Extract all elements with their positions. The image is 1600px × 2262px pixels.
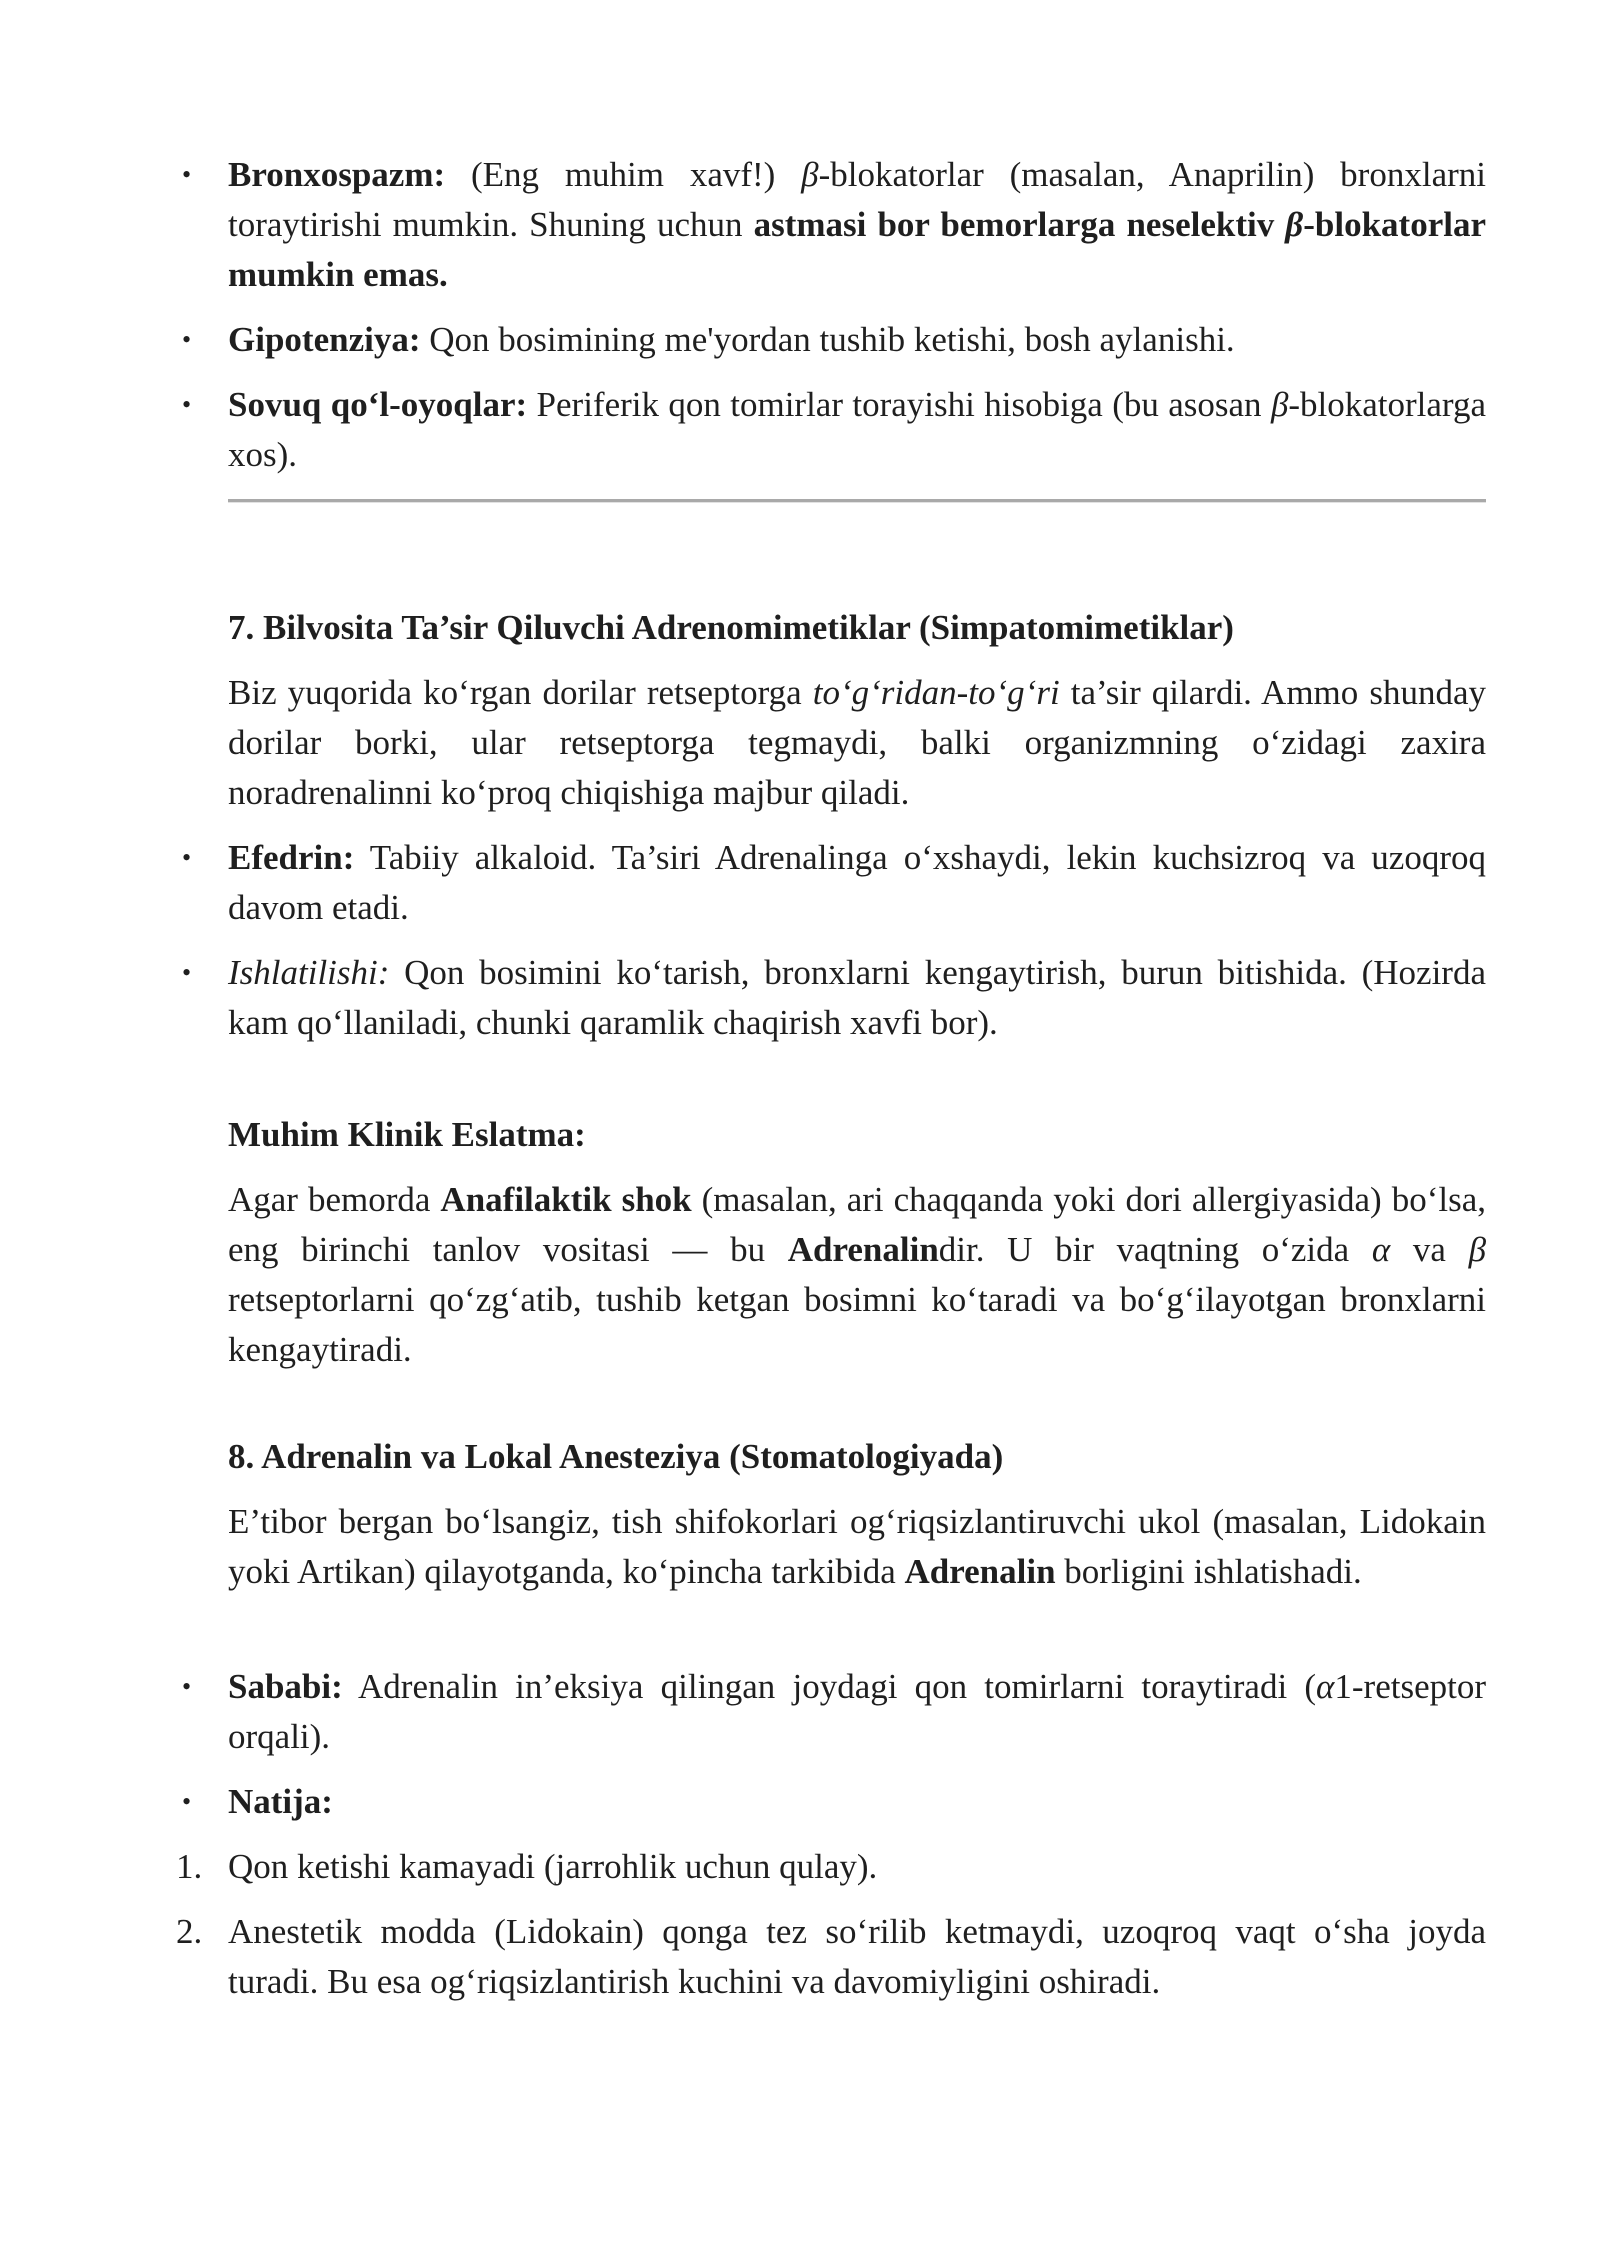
term: Natija: (228, 1782, 333, 1821)
section-7-intro: Biz yuqorida ko‘rgan dorilar retseptorga to‘g‘ridan-to‘g‘ri ta’sir qilardi. Ammo shunday dorilar borki, ular retseptorga tegmaydi, balki organizmning o‘zidagi zaxira noradrenalinni ko‘proq chiqishiga majbur qiladi. (228, 673, 1487, 812)
list-item-ishlatilishi: • Ishlatilishi: Qon bosimini ko‘tarish, bronxlarni kengaytirish, burun bitishida. (Hozirda kam qo‘llaniladi, chunki qaramlik chaqirish xavfi bor). (228, 948, 1486, 1048)
note-heading: Muhim Klinik Eslatma: (228, 1115, 586, 1154)
term: Sababi: (228, 1667, 343, 1706)
horizontal-rule (228, 499, 1486, 503)
bullet-marker: • (182, 958, 192, 987)
term: Efedrin: (228, 838, 355, 877)
number-marker: 1. (176, 1847, 203, 1886)
list-item-bronxospazm: • Bronxospazm: (Eng muhim xavf!) β-blokatorlar (masalan, Anaprilin) bronxlarni toraytirishi mumkin. Shuning uchun astmasi bor bemorlarga neselektiv β-blokatorlar mumkin emas. (228, 150, 1486, 300)
list-item-sovuq: • Sovuq qo‘l-oyoqlar: Periferik qon tomirlar torayishi hisobiga (bu asosan β-blokatorlarga xos). (228, 380, 1486, 480)
term: Ishlatilishi: (228, 953, 390, 992)
bullet-marker: • (182, 390, 192, 419)
list-item-gipotenziya: • Gipotenziya: Qon bosimining me'yordan tushib ketishi, bosh aylanishi. (228, 315, 1486, 365)
bullet-marker: • (182, 843, 192, 872)
term: Sovuq qo‘l-oyoqlar: (228, 385, 528, 424)
section-7-heading: 7. Bilvosita Ta’sir Qiluvchi Adrenomimetiklar (Simpatomimetiklar) (228, 608, 1234, 647)
bullet-marker: • (182, 325, 192, 354)
list-item-natija (182, 1777, 1486, 1827)
list-item-sababi: • Sababi: Adrenalin in’eksiya qilingan joydagi qon tomirlarni toraytiradi (α1-retseptor orqali). (228, 1662, 1486, 1762)
bullet-marker: • (182, 1787, 192, 1816)
note-paragraph: Agar bemorda Anafilaktik shok (masalan, ari chaqqanda yoki dori allergiyasida) bo‘lsa, eng birinchi tanlov vositasi — bu Adrenalindir. U bir vaqtning o‘zida α va β retseptorlarni qo‘zg‘atib, tushib ketgan bosimni ko‘taradi va bo‘g‘ilayotgan bronxlarni kengaytiradi. (228, 1180, 1486, 1369)
term: Gipotenziya: (228, 320, 421, 359)
number-marker: 2. (176, 1912, 203, 1951)
bullet-marker: • (182, 160, 192, 189)
numbered-item-1: 1. Qon ketishi kamayadi (jarrohlik uchun qulay). (228, 1842, 1486, 1892)
term: Bronxospazm: (228, 155, 446, 194)
section-8-heading: 8. Adrenalin va Lokal Anesteziya (Stomatologiyada) (228, 1437, 1004, 1476)
numbered-item-2: 2. Anestetik modda (Lidokain) qonga tez so‘rilib ketmaydi, uzoqroq vaqt o‘sha joyda turadi. Bu esa og‘riqsizlantirish kuchini va davomiyligini oshiradi. (228, 1907, 1486, 2007)
section-8-intro: E’tibor bergan bo‘lsangiz, tish shifokorlari og‘riqsizlantiruvchi ukol (masalan, Lidokain yoki Artikan) qilayotganda, ko‘pincha tarkibida Adrenalin borligini ishlatishadi. (228, 1502, 1486, 1591)
bullet-marker: • (182, 1672, 192, 1701)
list-item-efedrin: • Efedrin: Tabiiy alkaloid. Ta’siri Adrenalinga o‘xshaydi, lekin kuchsizroq va uzoqroq davom etadi. (228, 833, 1486, 933)
